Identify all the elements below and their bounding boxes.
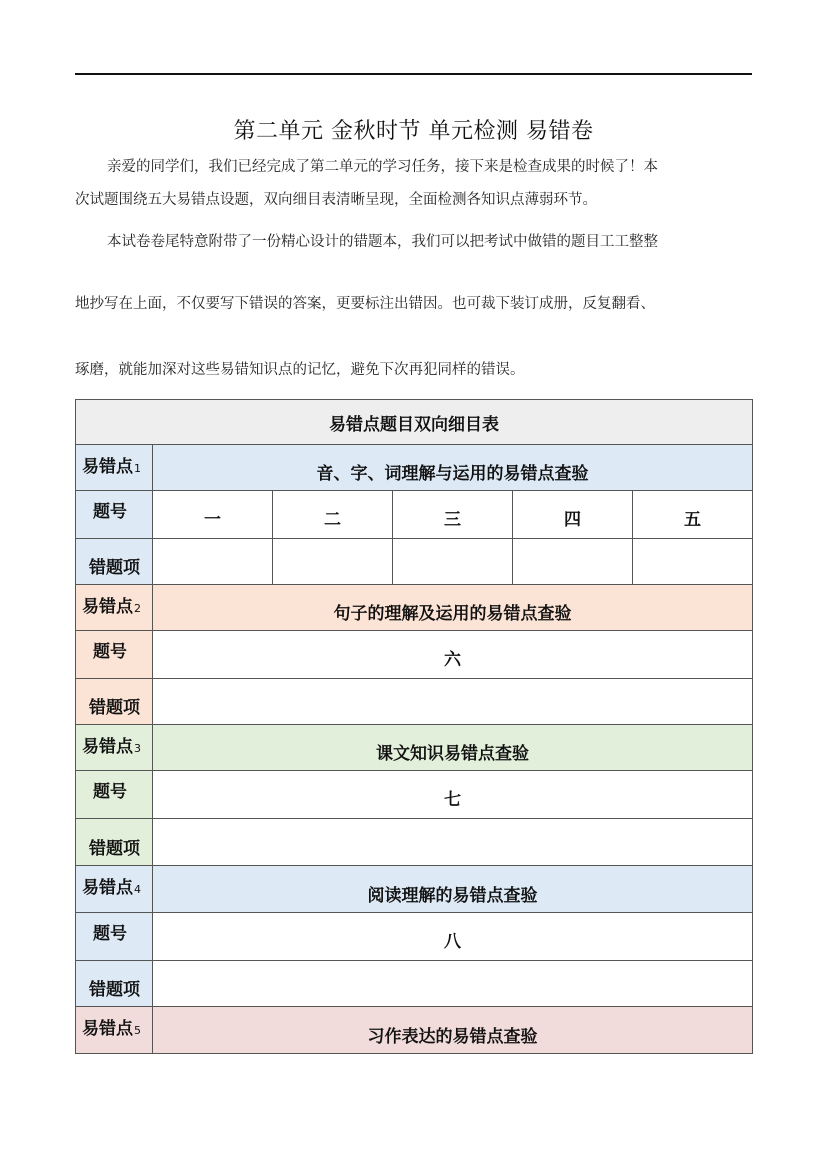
question-number: 八 (153, 913, 753, 961)
error-entry-cell[interactable] (393, 539, 513, 585)
section-2-label: 易错点2 (76, 585, 153, 631)
section-3-number-label: 题号 (76, 771, 153, 819)
header-rule (75, 73, 752, 75)
section-3-label: 易错点3 (76, 725, 153, 771)
intro-line-2: 次试题围绕五大易错点设题，双向细目表清晰呈现，全面检测各知识点薄弱环节。 (75, 192, 597, 208)
question-number: 四 (513, 491, 633, 539)
note-line-3: 琢磨，就能加深对这些易错知识点的记忆，避免下次再犯同样的错误。 (75, 362, 525, 378)
error-point-table (75, 399, 753, 1054)
error-entry-cell[interactable] (273, 539, 393, 585)
section-1-number-label: 题号 (76, 491, 153, 539)
table-title: 易错点题目双向细目表 (76, 400, 753, 445)
note-line-1: 本试卷卷尾特意附带了一份精心设计的错题本，我们可以把考试中做错的题目工工整整 (107, 234, 658, 250)
question-number: 六 (153, 631, 753, 679)
section-2-errors-label: 错题项 (76, 679, 153, 725)
question-number: 二 (273, 491, 393, 539)
section-1-topic: 音、字、词理解与运用的易错点查验 (153, 445, 753, 491)
error-entry-cell[interactable] (633, 539, 753, 585)
intro-line-1: 亲爱的同学们，我们已经完成了第二单元的学习任务，接下来是检查成果的时候了！本 (107, 159, 658, 175)
question-number: 三 (393, 491, 513, 539)
note-line-2: 地抄写在上面，不仅要写下错误的答案，更要标注出错因。也可裁下装订成册，反复翻看、 (75, 296, 655, 312)
section-2-number-label: 题号 (76, 631, 153, 679)
section-4-errors-label: 错题项 (76, 961, 153, 1007)
section-4-number-label: 题号 (76, 913, 153, 961)
error-entry-cell[interactable] (153, 539, 273, 585)
section-3-topic: 课文知识易错点查验 (153, 725, 753, 771)
section-4-label: 易错点4 (76, 866, 153, 913)
section-3-errors-label: 错题项 (76, 819, 153, 866)
error-entry-cell[interactable] (153, 679, 753, 725)
question-number: 一 (153, 491, 273, 539)
section-5-topic: 习作表达的易错点查验 (153, 1007, 753, 1054)
question-number: 七 (153, 771, 753, 819)
section-1-label: 易错点1 (76, 445, 153, 491)
page-title: 第二单元 金秋时节 单元检测 易错卷 (233, 119, 594, 144)
question-number: 五 (633, 491, 753, 539)
section-5-label: 易错点5 (76, 1007, 153, 1054)
section-1-errors-label: 错题项 (76, 539, 153, 585)
error-entry-cell[interactable] (513, 539, 633, 585)
section-2-topic: 句子的理解及运用的易错点查验 (153, 585, 753, 631)
error-entry-cell[interactable] (153, 961, 753, 1007)
error-entry-cell[interactable] (153, 819, 753, 866)
section-4-topic: 阅读理解的易错点查验 (153, 866, 753, 913)
